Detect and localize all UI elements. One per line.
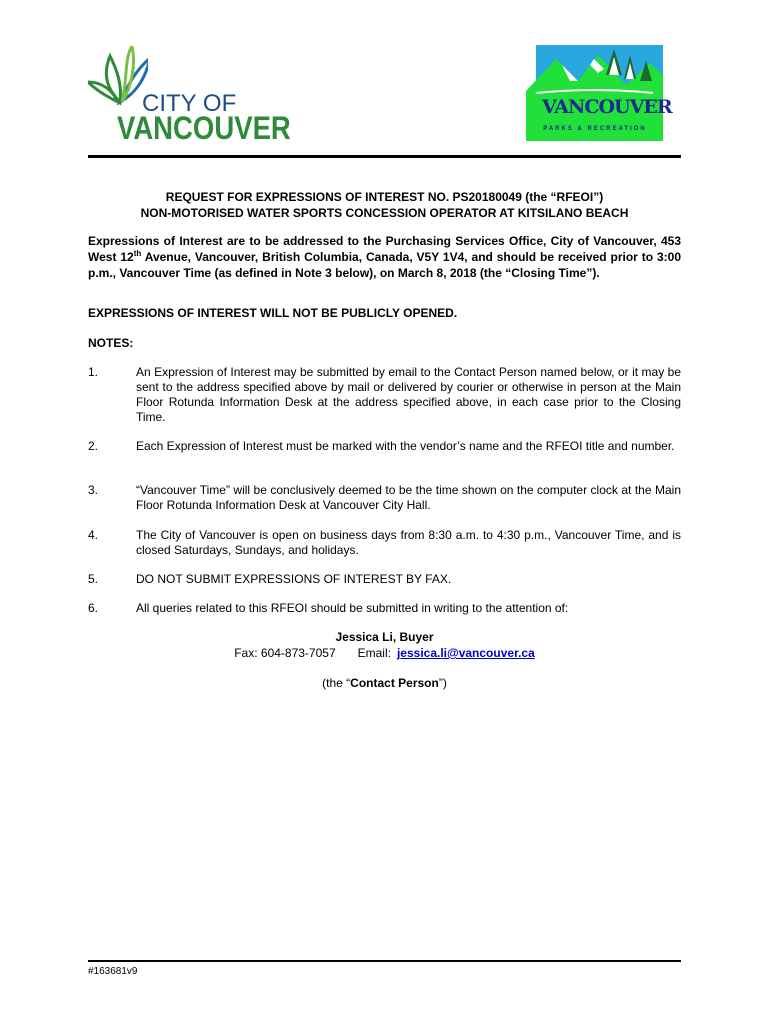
leaf-icon bbox=[88, 46, 148, 106]
not-publicly-opened-notice: EXPRESSIONS OF INTEREST WILL NOT BE PUBLICLY OPENED. bbox=[88, 306, 458, 320]
contact-paren-open: (the “ bbox=[322, 676, 351, 690]
parks-recreation-logo bbox=[526, 45, 672, 141]
document-id: #163681v9 bbox=[88, 966, 138, 977]
note-text: All queries related to this RFEOI should be submitted in writing to the attention of: bbox=[136, 601, 569, 615]
document-title-line2: NON-MOTORISED WATER SPORTS CONCESSION OPERATOR AT KITSILANO BEACH bbox=[140, 206, 629, 220]
header-divider bbox=[88, 155, 681, 158]
note-text: DO NOT SUBMIT EXPRESSIONS OF INTEREST BY FAX. bbox=[136, 572, 452, 586]
document-title-line1: REQUEST FOR EXPRESSIONS OF INTEREST NO. PS20180049 (the “RFEOI”) bbox=[165, 190, 604, 204]
contact-name: Jessica Li, Buyer bbox=[335, 630, 434, 644]
note-number: 6. bbox=[88, 601, 99, 615]
notes-heading: NOTES: bbox=[88, 336, 134, 350]
note-number: 3. bbox=[88, 483, 99, 497]
note-text: An Expression of Interest may be submitted by email to the Contact Person named below, or it may be sent to the address specified above by mail or delivered by courier or otherwise in person at the Main Floor Rotunda Information Desk at the address specified above, in each case prior to the Closing Time. bbox=[136, 365, 681, 424]
contact-fax: Fax: 604-873-7057 bbox=[234, 646, 336, 660]
contact-email-link[interactable]: jessica.li@vancouver.ca bbox=[396, 646, 535, 660]
note-number: 1. bbox=[88, 365, 99, 379]
note-number: 4. bbox=[88, 528, 99, 542]
intro-text-1: Expressions of Interest are to be addressed to the Purchasing Services Office, City of Vancouver, 453 West 12 bbox=[88, 234, 681, 264]
logo-parks-subtitle: PARKS & RECREATION bbox=[543, 126, 647, 132]
logo-city-of: CITY OF bbox=[142, 90, 237, 117]
contact-details bbox=[88, 646, 681, 660]
note-number: 5. bbox=[88, 572, 99, 586]
logo-vancouver: VANCOUVER bbox=[117, 110, 291, 146]
contact-email-label: Email: bbox=[357, 646, 391, 660]
footer-divider bbox=[88, 960, 681, 962]
note-text: Each Expression of Interest must be marked with the vendor’s name and the RFEOI title and number. bbox=[136, 439, 675, 453]
intro-paragraph bbox=[88, 233, 681, 281]
contact-paren-close: ”) bbox=[438, 676, 447, 690]
contact-person-term: Contact Person bbox=[350, 676, 439, 690]
note-text: “Vancouver Time” will be conclusively deemed to be the time shown on the computer clock at the Main Floor Rotunda Information Desk at Vancouver City Hall. bbox=[136, 483, 681, 512]
city-of-vancouver-logo bbox=[88, 46, 291, 146]
note-number: 2. bbox=[88, 439, 99, 453]
intro-text-2: Avenue, Vancouver, British Columbia, Canada, V5Y 1V4, and should be received prior to 3:00 p.m., Vancouver Time (as defined in Note 3 below), on March 8, 2018 (the “Closing Time”). bbox=[88, 250, 681, 280]
note-text: The City of Vancouver is open on business days from 8:30 a.m. to 4:30 p.m., Vancouver Time, and is closed Saturdays, Sundays, and holidays. bbox=[136, 528, 681, 557]
contact-person-definition bbox=[88, 676, 681, 690]
logo-vancouver-title: VANCOUVER bbox=[542, 96, 672, 118]
intro-superscript: th bbox=[133, 249, 142, 258]
